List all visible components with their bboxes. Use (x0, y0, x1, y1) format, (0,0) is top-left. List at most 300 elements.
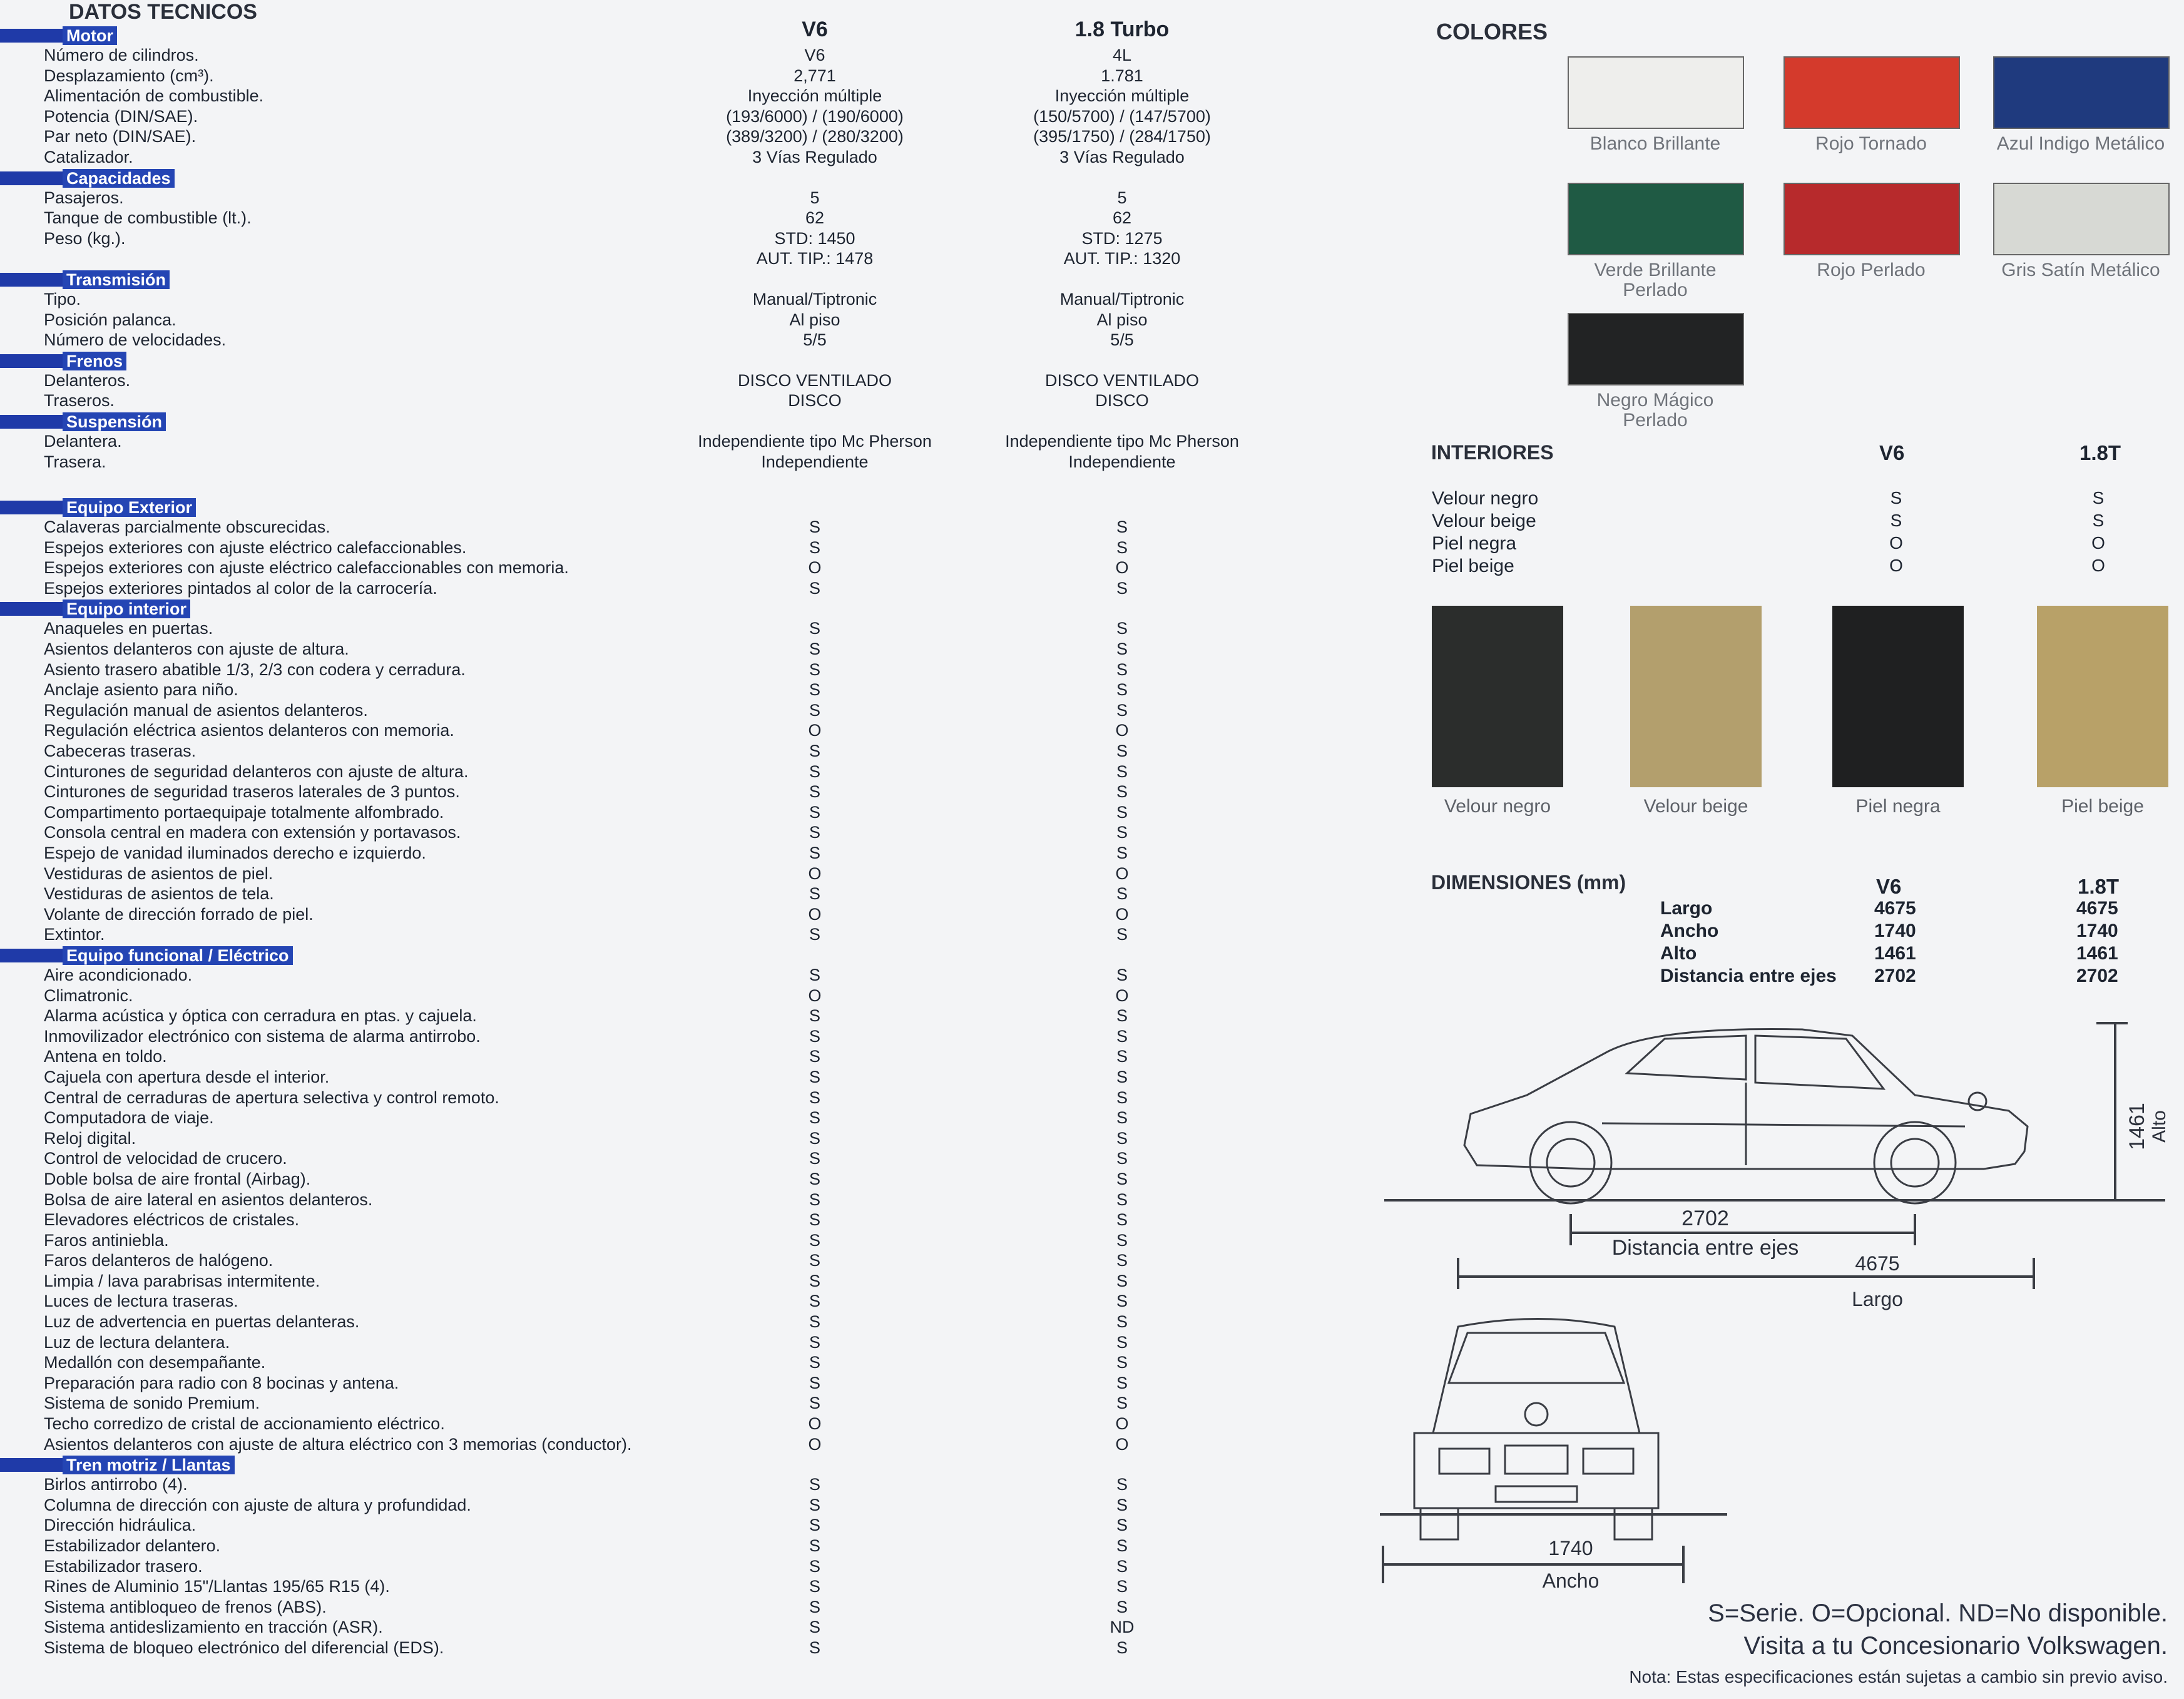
interior-swatch-name: Velour beige (1643, 796, 1748, 817)
spec-row (0, 1373, 1364, 1394)
spec-label: Regulación eléctrica asientos delanteros con memoria. (44, 721, 454, 740)
spec-row (0, 1230, 1364, 1251)
spec-label: Cinturones de seguridad traseros laterales de 3 puntos. (44, 782, 460, 802)
interiores-col-18t: 1.8T (2079, 441, 2121, 464)
spec-row (0, 452, 1364, 472)
spec-value-18turbo: O (1115, 1414, 1129, 1434)
spec-value-18turbo: 62 (1112, 208, 1132, 228)
dimension-value-v6: 1740 (1874, 921, 1916, 941)
width-value: 1740 (1548, 1537, 1593, 1559)
spec-value-18turbo: S (1116, 1006, 1128, 1026)
spec-row (0, 1495, 1364, 1516)
interior-mark-v6: O (1889, 533, 1903, 553)
spec-value-18turbo: S (1116, 1047, 1128, 1066)
spec-label: Medallón con desempañante. (44, 1353, 266, 1372)
spec-value-18turbo: O (1115, 721, 1129, 740)
spec-value-v6: (193/6000) / (190/6000) (726, 106, 904, 126)
spec-row (0, 1148, 1364, 1169)
spec-label: Número de velocidades. (44, 330, 227, 350)
spec-row (0, 660, 1364, 680)
spec-row (0, 538, 1364, 558)
spec-label: Computadora de viaje. (44, 1108, 214, 1128)
spec-value-v6: S (809, 1067, 820, 1086)
section-header (0, 26, 1364, 45)
spec-row (0, 680, 1364, 700)
spec-row (0, 720, 1364, 741)
interior-swatch-name: Velour negro (1444, 796, 1551, 817)
spec-label: Control de velocidad de crucero. (44, 1149, 287, 1168)
dimension-value-18t: 1461 (2076, 943, 2118, 964)
spec-value-v6: DISCO (788, 391, 842, 411)
spec-row (0, 1576, 1364, 1597)
spec-value-v6: Al piso (789, 310, 840, 329)
spec-row (0, 1434, 1364, 1455)
spec-value-18turbo: S (1116, 1251, 1128, 1270)
spec-row (0, 1128, 1364, 1149)
spec-label: Número de cilindros. (44, 46, 199, 64)
spec-value-18turbo: O (1115, 558, 1129, 578)
spec-value-18turbo: DISCO VENTILADO (1044, 370, 1200, 390)
interior-mark-v6: O (1889, 556, 1903, 575)
spec-row (0, 1108, 1364, 1128)
col-header-18turbo: 1.8 Turbo (1074, 18, 1170, 41)
color-option (1568, 313, 1743, 431)
color-name: Azul Indigo Metálico (1996, 133, 2165, 154)
spec-value-18turbo: S (1116, 884, 1128, 904)
car-front-diagram (1364, 1308, 1740, 1608)
section-gap (0, 472, 1364, 497)
section-header (0, 352, 1364, 370)
spec-value-18turbo: 5/5 (1110, 330, 1134, 350)
section-header (0, 498, 1364, 517)
spec-value-v6: S (809, 1638, 820, 1657)
spec-label: Consola central en madera con extensión y portavasos. (44, 823, 461, 842)
color-swatch (1568, 183, 1744, 255)
spec-value-v6: O (808, 864, 822, 883)
spec-value-v6: S (809, 884, 820, 904)
spec-value-v6: S (809, 1577, 820, 1596)
spec-row (0, 884, 1364, 904)
spec-value-v6: Manual/Tiptronic (752, 289, 877, 309)
spec-value-v6: (389/3200) / (280/3200) (726, 127, 904, 146)
spec-label: Tipo. (44, 289, 81, 309)
spec-value-18turbo: S (1116, 1149, 1128, 1168)
dimension-value-18t: 4675 (2076, 898, 2118, 919)
section-title: Suspensión (63, 412, 166, 431)
spec-row (0, 248, 1364, 269)
section-header (0, 946, 1364, 965)
spec-row (0, 782, 1364, 802)
spec-label: Regulación manual de asientos delanteros. (44, 700, 368, 720)
color-name: Negro Mágico Perlado (1596, 390, 1714, 431)
spec-label: Columna de dirección con ajuste de altura y profundidad. (44, 1495, 471, 1514)
dimension-value-v6: 4675 (1874, 898, 1916, 919)
spec-row (0, 864, 1364, 884)
section-header (0, 412, 1364, 431)
spec-row (0, 431, 1364, 452)
color-swatch (1993, 56, 2170, 129)
spec-value-v6: S (809, 742, 820, 761)
spec-row (0, 639, 1364, 660)
interiores-col-v6: V6 (1879, 441, 1905, 464)
spec-value-v6: S (809, 1394, 820, 1413)
spec-value-v6: S (809, 578, 820, 598)
spec-value-18turbo: S (1116, 844, 1128, 862)
spec-label: Espejos exteriores con ajuste eléctrico calefaccionables con memoria. (44, 558, 569, 578)
spec-value-v6: 5 (810, 188, 820, 207)
spec-value-18turbo: ND (1110, 1618, 1135, 1637)
dimension-value-18t: 2702 (2076, 966, 2118, 986)
dimension-name: Distancia entre ejes (1660, 966, 1837, 986)
color-option (1568, 183, 1743, 300)
spec-label: Extintor. (44, 925, 105, 944)
spec-value-18turbo: S (1116, 1312, 1128, 1332)
spec-value-18turbo: S (1116, 782, 1128, 802)
spec-label: Espejos exteriores con ajuste eléctrico calefaccionables. (44, 538, 467, 557)
spec-value-v6: S (809, 1536, 820, 1555)
interior-swatch-name: Piel beige (2061, 796, 2144, 817)
dimensiones-heading: DIMENSIONES (mm) (1431, 871, 1626, 894)
spec-row (0, 1414, 1364, 1434)
spec-value-18turbo: S (1116, 1577, 1128, 1596)
section-title: Transmisión (63, 270, 170, 289)
spec-label: Sistema de bloqueo electrónico del diferencial (EDS). (44, 1638, 444, 1657)
color-name: Blanco Brillante (1590, 133, 1721, 154)
interior-mark-v6: S (1890, 488, 1902, 508)
spec-label: Cajuela con apertura desde el interior. (44, 1067, 330, 1086)
spec-label: Delanteros. (44, 370, 131, 390)
wheelbase-label: Distancia entre ejes (1611, 1236, 1799, 1260)
spec-row (0, 188, 1364, 208)
spec-row (0, 45, 1364, 66)
spec-row (0, 1515, 1364, 1536)
spec-value-18turbo: S (1116, 700, 1128, 720)
spec-label: Pasajeros. (44, 188, 124, 207)
spec-value-v6: S (809, 1353, 820, 1372)
spec-row (0, 924, 1364, 945)
spec-row (0, 106, 1364, 127)
spec-value-v6: S (809, 518, 820, 537)
spec-value-v6: S (809, 965, 820, 984)
interior-mark-18t: O (2091, 533, 2105, 553)
spec-value-v6: S (809, 1597, 820, 1616)
spec-value-18turbo: S (1116, 538, 1128, 557)
spec-value-v6: S (809, 1128, 820, 1148)
section-header (0, 270, 1364, 289)
spec-value-18turbo: S (1116, 1353, 1128, 1372)
interior-mark-v6: S (1890, 511, 1902, 530)
spec-value-18turbo: (395/1750) / (284/1750) (1033, 127, 1211, 146)
spec-row (0, 330, 1364, 350)
spec-label: Bolsa de aire lateral en asientos delanteros. (44, 1190, 373, 1209)
spec-row (0, 558, 1364, 578)
options-panel (1364, 0, 2184, 1699)
spec-value-v6: S (809, 844, 820, 862)
spec-row (0, 1638, 1364, 1658)
spec-row (0, 1046, 1364, 1067)
spec-value-18turbo: O (1115, 864, 1129, 883)
interior-name: Velour beige (1432, 511, 1536, 531)
spec-value-v6: S (809, 802, 820, 822)
spec-row (0, 578, 1364, 599)
section-header (0, 169, 1364, 188)
interior-swatch-name: Piel negra (1855, 796, 1941, 817)
spec-row (0, 1291, 1364, 1312)
color-swatch (1783, 56, 1960, 129)
spec-label: Birlos antirrobo (4). (44, 1475, 188, 1494)
interior-option (1832, 606, 1964, 817)
spec-label: Aire acondicionado. (44, 965, 193, 984)
spec-label: Inmovilizador electrónico con sistema de alarma antirrobo. (44, 1026, 481, 1046)
dimension-name: Largo (1660, 898, 1713, 919)
color-name: Gris Satín Metálico (2001, 260, 2160, 280)
spec-value-v6: S (809, 1618, 820, 1637)
spec-row (0, 965, 1364, 986)
spec-value-18turbo: S (1116, 1271, 1128, 1290)
interior-swatch (1432, 606, 1563, 787)
color-option (1993, 56, 2168, 154)
spec-value-v6: S (809, 1026, 820, 1046)
interiores-heading: INTERIORES (1431, 441, 1554, 464)
spec-value-18turbo: Manual/Tiptronic (1059, 289, 1185, 309)
spec-value-18turbo: 3 Vías Regulado (1059, 147, 1185, 166)
spec-value-v6: S (809, 1149, 820, 1168)
spec-value-v6: O (808, 1434, 822, 1454)
spec-label: Alarma acústica y óptica con cerradura en ptas. y cajuela. (44, 1006, 477, 1026)
spec-label: Tanque de combustible (lt.). (44, 208, 252, 228)
spec-row (0, 1271, 1364, 1292)
spec-value-v6: S (809, 1251, 820, 1270)
color-name: Rojo Perlado (1817, 260, 1926, 280)
spec-value-18turbo: 5 (1117, 188, 1127, 207)
spec-label: Central de cerraduras de apertura selectiva y control remoto. (44, 1088, 499, 1107)
spec-value-v6: S (809, 700, 820, 720)
spec-value-v6: O (808, 904, 822, 924)
spec-label: Asiento trasero abatible 1/3, 2/3 con codera y cerradura. (44, 660, 466, 679)
color-swatch (1568, 313, 1744, 385)
spec-value-18turbo: S (1116, 1128, 1128, 1148)
interior-name: Piel beige (1432, 556, 1514, 576)
spec-value-v6: S (809, 1332, 820, 1352)
spec-value-18turbo: S (1116, 619, 1128, 638)
spec-row (0, 1393, 1364, 1414)
spec-value-18turbo: Independiente (1068, 452, 1176, 471)
spec-value-18turbo: S (1116, 1394, 1128, 1413)
interior-name: Velour negro (1432, 488, 1539, 509)
color-option (1783, 56, 1959, 154)
color-swatch (1568, 56, 1744, 129)
spec-value-v6: S (809, 1230, 820, 1250)
spec-value-v6: S (809, 1556, 820, 1576)
spec-row (0, 66, 1364, 86)
interior-option (1432, 606, 1563, 817)
interior-mark-18t: S (2092, 488, 2105, 508)
spec-value-18turbo: S (1116, 1597, 1128, 1616)
section-title: Equipo funcional / Eléctrico (63, 946, 293, 965)
spec-label: Peso (kg.). (44, 228, 126, 248)
spec-row (0, 517, 1364, 538)
spec-label: Posición palanca. (44, 310, 176, 329)
section-title: Equipo Exterior (63, 498, 196, 517)
spec-value-v6: S (809, 1169, 820, 1188)
spec-value-18turbo: STD: 1275 (1081, 228, 1163, 248)
interior-option (2037, 606, 2168, 817)
spec-label: Faros delanteros de halógeno. (44, 1251, 273, 1270)
spec-label: Desplazamiento (cm³). (44, 66, 214, 85)
spec-value-18turbo: O (1115, 904, 1129, 924)
spec-value-18turbo: S (1116, 1088, 1128, 1107)
spec-value-v6: 62 (805, 208, 825, 228)
spec-value-v6: S (809, 1088, 820, 1107)
spec-label: Dirección hidráulica. (44, 1516, 196, 1535)
spec-value-18turbo: S (1116, 640, 1128, 659)
spec-row (0, 370, 1364, 391)
dimension-name: Ancho (1660, 921, 1719, 941)
spec-value-v6: S (809, 1210, 820, 1230)
spec-value-v6: S (809, 1190, 820, 1209)
spec-row (0, 986, 1364, 1006)
spec-label: Reloj digital. (44, 1128, 136, 1148)
spec-value-18turbo: S (1116, 1516, 1128, 1535)
spec-value-v6: S (809, 782, 820, 802)
dimension-name: Alto (1660, 943, 1697, 964)
spec-row (0, 1617, 1364, 1638)
spec-row (0, 1312, 1364, 1332)
spec-value-v6: S (809, 823, 820, 842)
spec-label: Volante de dirección forrado de piel. (44, 904, 314, 924)
spec-label: Asientos delanteros con ajuste de altura eléctrico con 3 memorias (conductor). (44, 1434, 632, 1454)
spec-value-v6: O (808, 1414, 822, 1434)
spec-label: Sistema antibloqueo de frenos (ABS). (44, 1597, 327, 1616)
section-title: Equipo interior (63, 599, 190, 618)
spec-value-v6: V6 (804, 46, 825, 64)
color-option (1993, 183, 2168, 280)
spec-label: Vestiduras de asientos de piel. (44, 864, 273, 883)
spec-label: Climatronic. (44, 986, 133, 1005)
spec-value-18turbo: S (1116, 1638, 1128, 1657)
spec-value-v6: AUT. TIP.: 1478 (756, 249, 874, 268)
spec-list (0, 25, 1364, 1658)
spec-value-18turbo: S (1116, 1230, 1128, 1250)
car-side-diagram (1364, 1001, 2184, 1339)
spec-label: Anaqueles en puertas. (44, 619, 213, 638)
spec-value-v6: S (809, 1373, 820, 1392)
spec-label: Espejo de vanidad iluminados derecho e izquierdo. (44, 844, 426, 862)
section-header (0, 1456, 1364, 1474)
spec-row (0, 1190, 1364, 1210)
height-label: Alto (2149, 1110, 2170, 1143)
spec-label: Trasera. (44, 452, 106, 471)
spec-label: Faros antiniebla. (44, 1230, 169, 1250)
spec-label: Limpia / lava parabrisas intermitente. (44, 1271, 320, 1290)
spec-value-v6: Independiente (761, 452, 869, 471)
spec-row (0, 741, 1364, 762)
spec-value-v6: S (809, 680, 820, 700)
color-swatch (1783, 183, 1960, 255)
spec-value-18turbo: 4L (1112, 46, 1132, 64)
spec-label: Asientos delanteros con ajuste de altura. (44, 640, 349, 659)
spec-value-18turbo: S (1116, 1026, 1128, 1046)
spec-value-v6: S (809, 1495, 820, 1514)
spec-label: Par neto (DIN/SAE). (44, 127, 196, 146)
spec-value-v6: S (809, 1108, 820, 1128)
spec-value-v6: S (809, 1047, 820, 1066)
interior-name: Piel negra (1432, 533, 1517, 554)
spec-value-18turbo: S (1116, 1067, 1128, 1086)
spec-row (0, 1352, 1364, 1373)
legend: S=Serie. O=Opcional. ND=No disponible. (1708, 1600, 2168, 1627)
spec-value-18turbo: S (1116, 518, 1128, 537)
spec-value-18turbo: S (1116, 1292, 1128, 1311)
spec-value-v6: STD: 1450 (774, 228, 855, 248)
spec-value-v6: 5/5 (803, 330, 827, 350)
spec-value-v6: 3 Vías Regulado (752, 147, 877, 166)
spec-value-18turbo: S (1116, 1190, 1128, 1209)
spec-value-18turbo: S (1116, 1556, 1128, 1576)
spec-value-v6: S (809, 1271, 820, 1290)
spec-value-18turbo: Independiente tipo Mc Pherson (1005, 431, 1239, 451)
spec-value-18turbo: S (1116, 965, 1128, 984)
spec-label: Espejos exteriores pintados al color de la carrocería. (44, 578, 437, 598)
spec-value-v6: S (809, 1292, 820, 1311)
interior-swatch (1832, 606, 1964, 787)
spec-label: Elevadores eléctricos de cristales. (44, 1210, 300, 1230)
spec-label: Calaveras parcialmente obscurecidas. (44, 518, 330, 537)
spec-label: Preparación para radio con 8 bocinas y antena. (44, 1373, 399, 1392)
spec-value-18turbo: (150/5700) / (147/5700) (1033, 106, 1211, 126)
spec-row (0, 1169, 1364, 1190)
color-name: Verde Brillante Perlado (1594, 260, 1717, 300)
spec-row (0, 390, 1364, 411)
spec-label: Anclaje asiento para niño. (44, 680, 238, 700)
spec-value-v6: S (809, 640, 820, 659)
spec-value-v6: O (808, 986, 822, 1005)
dimension-value-18t: 1740 (2076, 921, 2118, 941)
color-swatch (1993, 183, 2170, 255)
spec-row (0, 126, 1364, 147)
spec-row (0, 1067, 1364, 1088)
spec-value-18turbo: S (1116, 1495, 1128, 1514)
spec-row (0, 618, 1364, 639)
section-title: Frenos (63, 352, 126, 370)
section-title: Capacidades (63, 169, 175, 188)
spec-value-18turbo: S (1116, 802, 1128, 822)
dimensiones-col-18t: 1.8T (2078, 875, 2120, 898)
spec-value-18turbo: S (1116, 823, 1128, 842)
interior-swatch (2037, 606, 2168, 787)
spec-value-v6: S (809, 762, 820, 781)
spec-value-v6: S (809, 619, 820, 638)
spec-label: Traseros. (44, 391, 115, 411)
spec-value-v6: Inyección múltiple (747, 86, 882, 106)
spec-value-18turbo: S (1116, 680, 1128, 700)
dealer-note: Visita a tu Concesionario Volkswagen. (1743, 1632, 2168, 1660)
section-title: Tren motriz / Llantas (63, 1456, 235, 1474)
spec-value-18turbo: 1.781 (1101, 66, 1143, 85)
spec-value-18turbo: O (1115, 986, 1129, 1005)
spec-value-18turbo: S (1116, 742, 1128, 761)
spec-value-18turbo: O (1115, 1434, 1129, 1454)
spec-label: Delantera. (44, 431, 122, 451)
spec-label: Sistema antideslizamiento en tracción (ASR). (44, 1618, 383, 1637)
color-name: Rojo Tornado (1815, 133, 1927, 154)
spec-row (0, 1556, 1364, 1577)
color-option (1568, 56, 1743, 154)
spec-value-18turbo: S (1116, 1210, 1128, 1230)
interior-mark-18t: S (2092, 511, 2105, 530)
interior-mark-18t: O (2091, 556, 2105, 575)
specs-heading: DATOS TECNICOS (69, 0, 257, 24)
